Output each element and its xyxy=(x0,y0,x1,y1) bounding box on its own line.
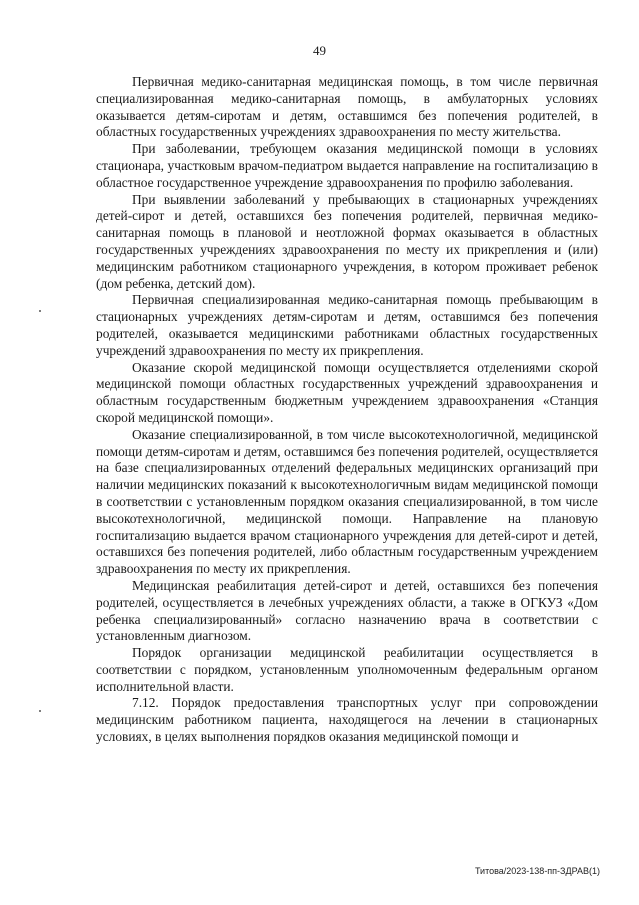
paragraph: Оказание специализированной, в том числе высокотехнологичной, медицинской помощи детям-сиротам и детям, оставшимся без попечения родителей, осуществляется на базе специализированных отделений федеральных медицинских организаций при наличии медицинских показаний к высокотехнологичным видам медицинской помощи в соответствии с установленным порядком оказания специализированной, в том числе высокотехнологичной, медицинской помощи. Направление на плановую госпитализацию выдается врачом стационарного учреждения для детей-сирот и детей, оставшихся без попечения родителей, либо областным государственным учреждением здравоохранения по месту их прикрепления. xyxy=(96,426,598,577)
paragraph: Первичная специализированная медико-санитарная помощь пребывающим в стационарных учреждениях детям-сиротам и детям, оставшимся без попечения родителей, оказывается медицинскими работниками областных государственных учреждений здравоохранения по месту их прикрепления. xyxy=(96,292,598,358)
margin-dot xyxy=(39,710,41,712)
paragraph: Медицинская реабилитация детей-сирот и детей, оставшихся без попечения родителей, осуществляется в лечебных учреждениях области, а также в ОГКУЗ «Дом ребенка специализированный» согласно назначению врача в соответствии с установленным диагнозом. xyxy=(96,577,598,644)
page-number: 49 xyxy=(313,43,326,58)
paragraph: 7.12. Порядок предоставления транспортных услуг при сопровождении медицинским работником пациента, находящегося на лечении в стационарных условиях, в целях выполнения порядков оказания медицинской помощи и xyxy=(96,695,598,745)
document-body xyxy=(96,74,598,746)
paragraph: Порядок организации медицинской реабилитации осуществляется в соответствии с порядком, установленным уполномоченным федеральным органом исполнительной власти. xyxy=(96,645,598,694)
paragraph: Первичная медико-санитарная медицинская помощь, в том числе первичная специализированная медико-санитарная помощь, в амбулаторных условиях оказывается детям-сиротам и детям, оставшимся без попечения родителей, в областных государственных учреждениях здравоохранения по месту жительства. xyxy=(96,74,598,140)
margin-dot xyxy=(39,310,41,312)
paragraph: Оказание скорой медицинской помощи осуществляется отделениями скорой медицинской помощи областных государственных учреждений здравоохранения и областным государственным бюджетным учреждением здравоохранения «Станция скорой медицинской помощи». xyxy=(96,359,598,425)
paragraph: При выявлении заболеваний у пребывающих в стационарных учреждениях детей-сирот и детей, оставшихся без попечения родителей, первичная медико-санитарная помощь в плановой и неотложной формах оказывается в областных государственных учреждениях здравоохранения по месту их прикрепления и (или) медицинским работником стационарного учреждения, в котором проживает ребенок (дом ребенка, детский дом). xyxy=(96,191,598,291)
document-footer-id: Титова/2023-138-пп-ЗДРАВ(1) xyxy=(474,866,600,876)
paragraph: При заболевании, требующем оказания медицинской помощи в условиях стационара, участковым врачом-педиатром выдается направление на госпитализацию в областное государственное учреждение здравоохранения по профилю заболевания. xyxy=(96,141,598,190)
